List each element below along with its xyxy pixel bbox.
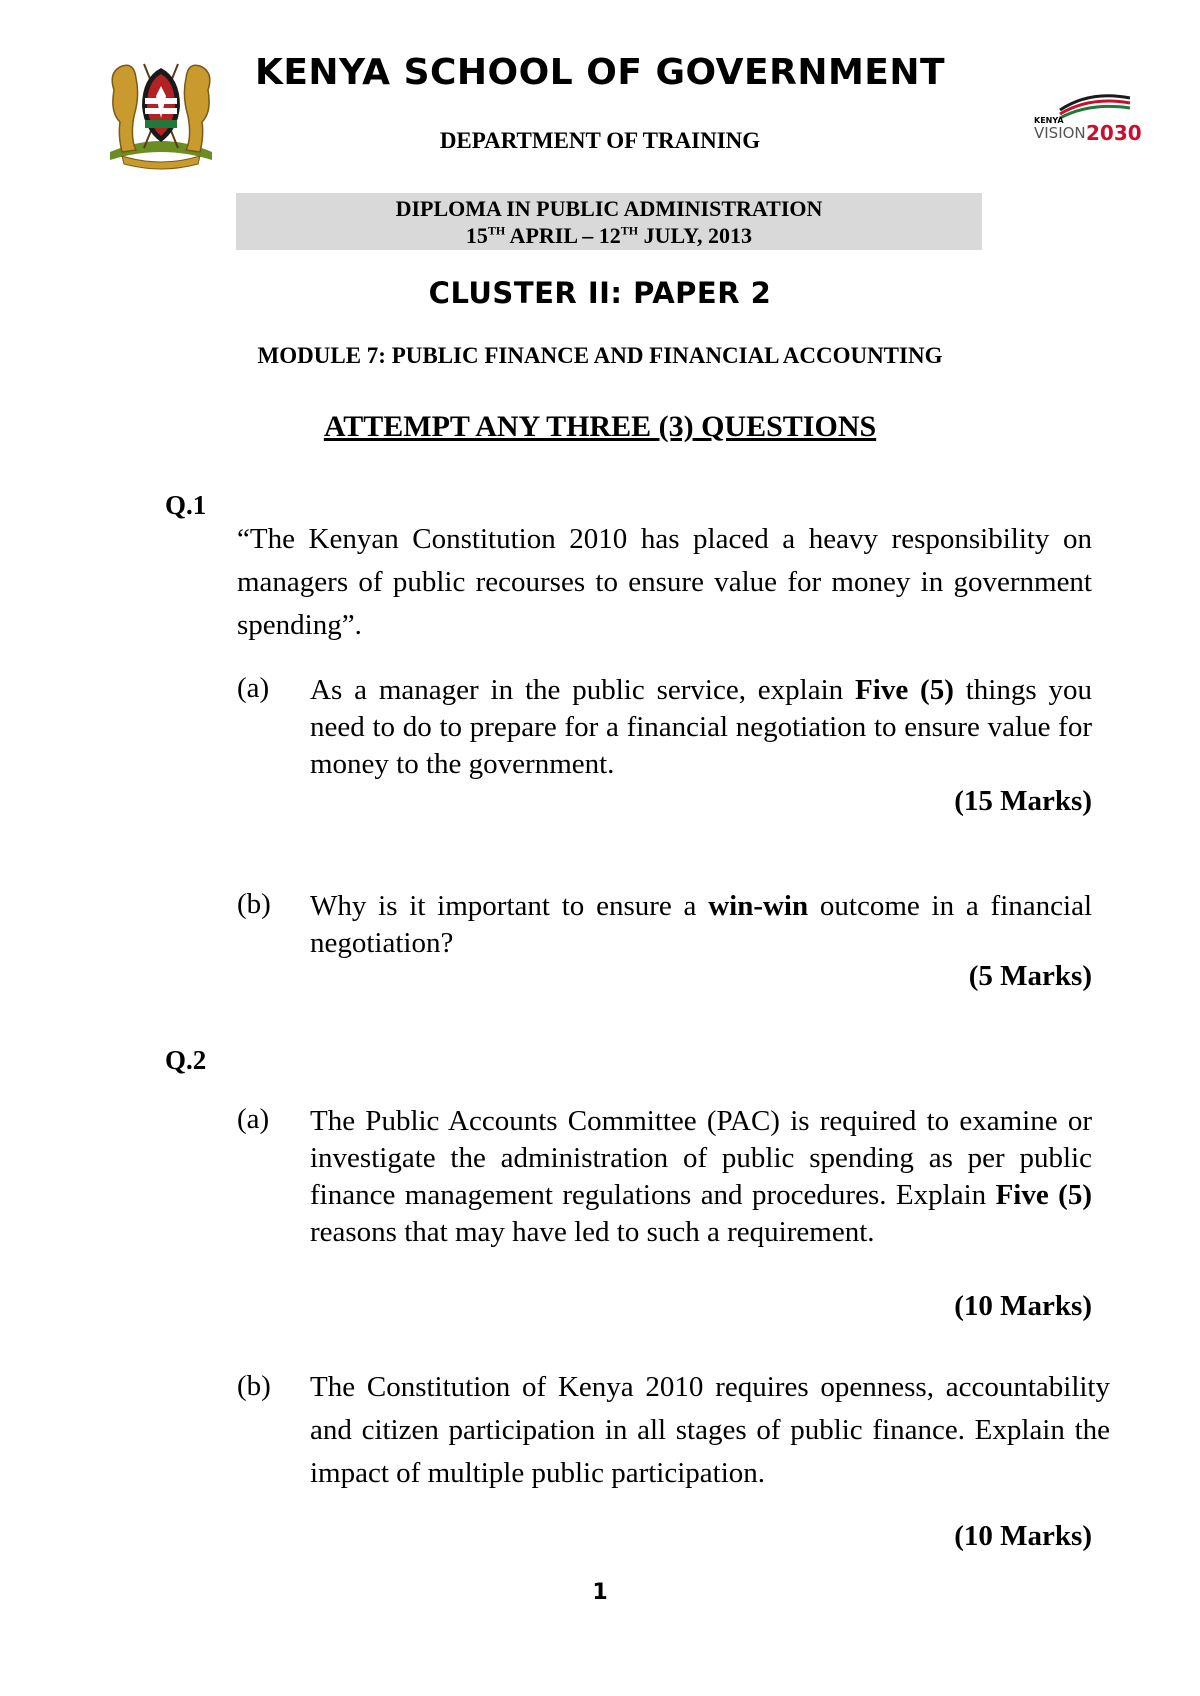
department-name: DEPARTMENT OF TRAINING bbox=[439, 128, 761, 153]
cluster-paper-heading: CLUSTER II: PAPER 2 bbox=[428, 276, 772, 310]
organization-name: KENYA SCHOOL OF GOVERNMENT bbox=[254, 52, 946, 93]
marks-label: (10 Marks) bbox=[954, 1290, 1092, 1322]
vision-logo-year-text: 2030 bbox=[1086, 121, 1142, 145]
course-title: DIPLOMA IN PUBLIC ADMINISTRATION bbox=[395, 196, 823, 221]
course-banner bbox=[236, 193, 982, 250]
question-number: Q.2 bbox=[165, 1045, 207, 1075]
part-text: Why is it important to ensure a win-win outcome in a financial negotiation? bbox=[310, 890, 1092, 959]
part-label: (b) bbox=[237, 1370, 271, 1402]
part-label: (a) bbox=[237, 1103, 270, 1135]
marks-label: (10 Marks) bbox=[954, 1520, 1092, 1552]
course-dates: 15TH APRIL – 12TH JULY, 2013 bbox=[465, 223, 753, 248]
question-intro: “The Kenyan Constitution 2010 has placed a heavy responsibility on managers of public recourses to ensure value for money in government spending”. bbox=[237, 523, 1092, 641]
marks-label: (15 Marks) bbox=[954, 785, 1092, 817]
part-label: (b) bbox=[237, 888, 271, 920]
part-label: (a) bbox=[237, 672, 270, 704]
exam-instruction: ATTEMPT ANY THREE (3) QUESTIONS bbox=[323, 410, 877, 443]
vision-logo-kenya-text: KENYA bbox=[1034, 116, 1064, 125]
part-text: As a manager in the public service, explain Five (5) things you need to do to prepare for a financial negotiation to ensure value for money to the government. bbox=[310, 674, 1093, 780]
module-heading: MODULE 7: PUBLIC FINANCE AND FINANCIAL ACCOUNTING bbox=[257, 343, 943, 368]
page-number: 1 bbox=[592, 1580, 608, 1605]
marks-label: (5 Marks) bbox=[968, 960, 1092, 992]
question-number: Q.1 bbox=[165, 490, 207, 520]
part-text: The Public Accounts Committee (PAC) is required to examine or investigate the administration of public spending as per public finance management regulations and procedures. Explain Five (5) reasons that may have led to such a requirement. bbox=[310, 1105, 1092, 1248]
vision-logo-vision-text: VISION bbox=[1034, 124, 1086, 142]
part-text: The Constitution of Kenya 2010 requires openness, accountability and citizen participation in all stages of public finance. Explain the impact of multiple public participation. bbox=[310, 1371, 1110, 1489]
